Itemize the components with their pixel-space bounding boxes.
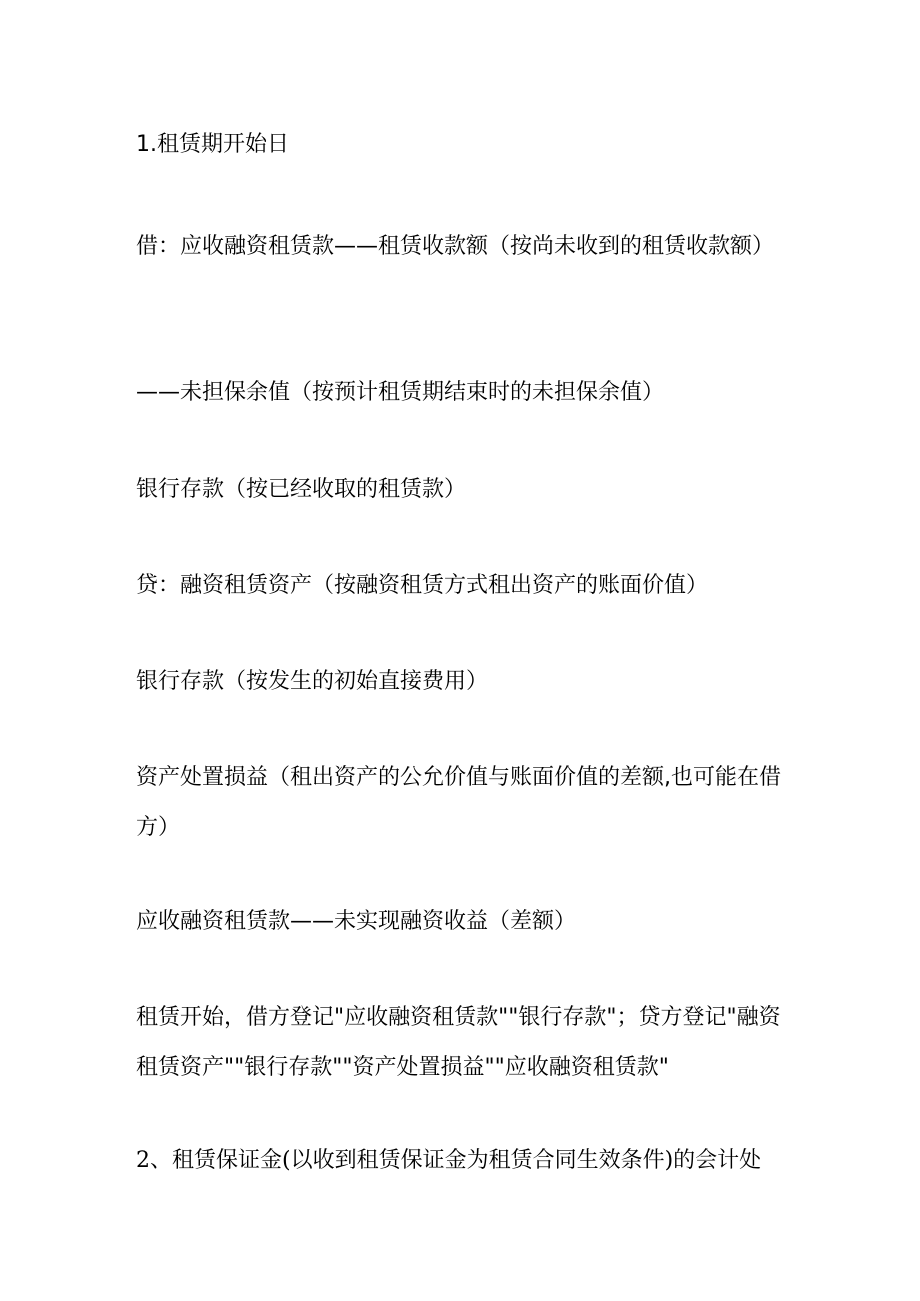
credit-entry-lease-asset: 贷：融资租赁资产（按融资租赁方式租出资产的账面价值） (136, 573, 709, 598)
debit-entry-lease-receivable: 借：应收融资租赁款——租赁收款额（按尚未收到的租赁收款额） (136, 234, 775, 259)
debit-entry-bank-deposit: 银行存款（按已经收取的租赁款） (136, 477, 467, 502)
credit-entry-asset-disposal: 资产处置损益（租出资产的公允价值与账面价值的差额,也可能在借方） (136, 765, 781, 840)
credit-entry-bank-deposit: 银行存款（按发生的初始直接费用） (136, 669, 489, 694)
debit-entry-unguaranteed-residual: ——未担保余值（按预计租赁期结束时的未担保余值） (136, 380, 665, 405)
section-heading-lease-deposit: 2、租赁保证金(以收到租赁保证金为租赁合同生效条件)的会计处 (136, 1148, 762, 1173)
section-heading-lease-start: 1.租赁期开始日 (136, 132, 289, 157)
credit-entry-unrealized-income: 应收融资租赁款——未实现融资收益（差额） (136, 909, 577, 934)
summary-paragraph: 租赁开始，借方登记"应收融资租赁款""银行存款"；贷方登记"融资租赁资产""银行存款""资产处置损益""应收融资租赁款" (136, 1005, 781, 1080)
